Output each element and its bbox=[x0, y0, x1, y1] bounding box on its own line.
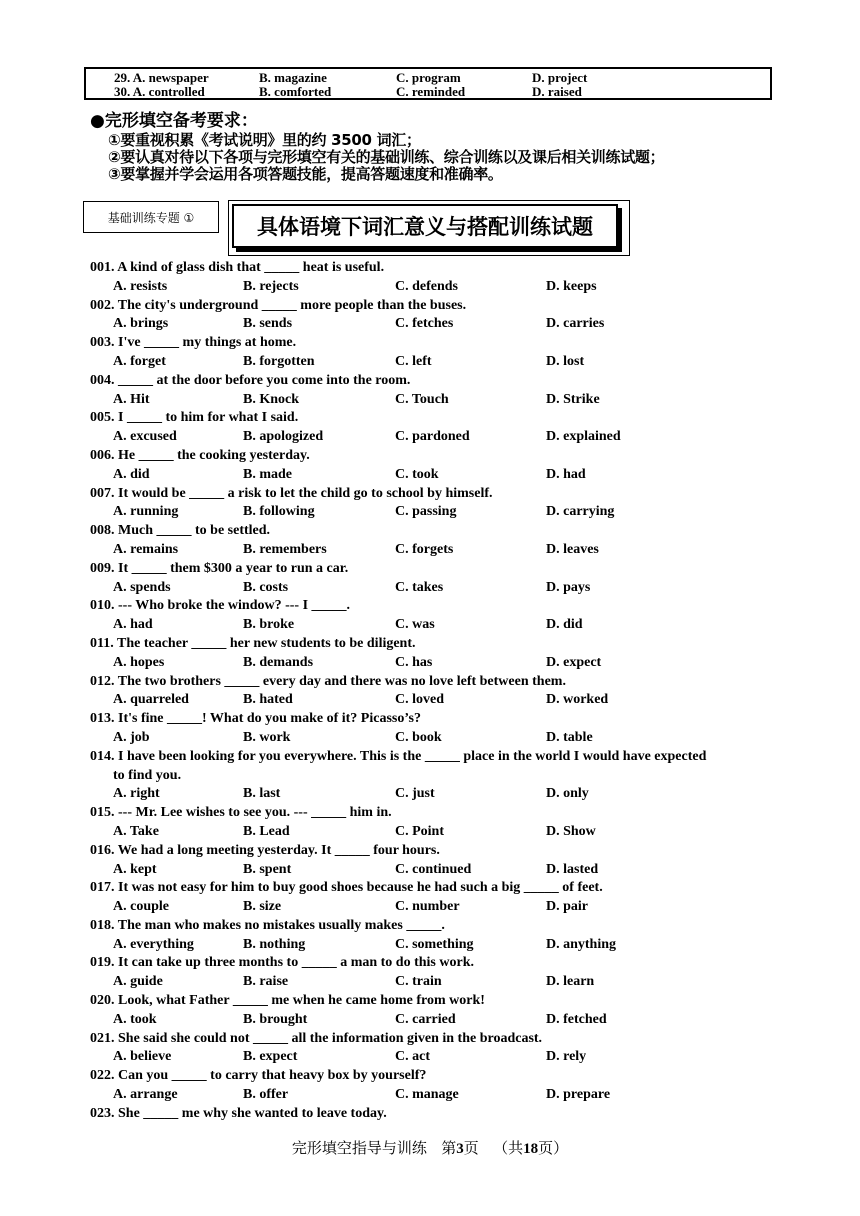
question-stem bbox=[90, 1105, 790, 1124]
question-stem bbox=[90, 879, 790, 898]
option-a: A. hopes bbox=[113, 654, 165, 670]
option-a: 30. A. controlled bbox=[114, 84, 205, 99]
option-row bbox=[90, 466, 790, 485]
option-row bbox=[90, 541, 790, 560]
question-stem bbox=[90, 485, 790, 504]
total-prefix: （共 bbox=[493, 1139, 524, 1157]
option-b: B. size bbox=[243, 899, 282, 915]
option-a: A. couple bbox=[113, 899, 169, 915]
footer-title: 完形填空指导与训练 bbox=[291, 1139, 427, 1157]
question-stem bbox=[90, 334, 790, 353]
option-row bbox=[90, 391, 790, 410]
option-a: A. Hit bbox=[113, 391, 150, 407]
option-b: B. demands bbox=[243, 654, 314, 670]
section-tag: 基础训练专题 ① bbox=[83, 201, 219, 233]
option-d: D. pays bbox=[546, 579, 591, 595]
question-text: 019. It can take up three months to _____ a man to do this work. bbox=[90, 955, 474, 971]
option-b: B. remembers bbox=[243, 541, 327, 557]
question-text: 012. The two brothers _____ every day and there was no love left between them. bbox=[90, 673, 566, 689]
option-d: D. worked bbox=[546, 692, 609, 708]
option-d: D. anything bbox=[546, 936, 617, 952]
option-a: A. did bbox=[113, 466, 150, 482]
option-b: B. work bbox=[243, 729, 291, 745]
option-row bbox=[90, 579, 790, 598]
question-stem bbox=[90, 297, 790, 316]
option-a: 29. A. newspaper bbox=[114, 70, 209, 85]
option-b: B. comforted bbox=[259, 84, 332, 99]
question-text: 022. Can you _____ to carry that heavy box by yourself? bbox=[90, 1068, 427, 1084]
option-b: B. Knock bbox=[243, 391, 300, 407]
requirement-3: ③要掌握并学会运用各项答题技能，提高答题速度和准确率。 bbox=[108, 165, 503, 183]
option-b: B. spent bbox=[243, 861, 292, 877]
requirements-title: ●完形填空备考要求： bbox=[90, 111, 258, 131]
option-row bbox=[90, 691, 790, 710]
option-b: B. hated bbox=[243, 692, 293, 708]
option-b: B. raise bbox=[243, 974, 289, 990]
question-text: 014. I have been looking for you everywhere. This is the _____ place in the world I would have expected bbox=[90, 748, 707, 764]
option-d: D. Show bbox=[546, 823, 596, 839]
option-a: A. forget bbox=[113, 353, 166, 369]
page-footer bbox=[0, 1137, 860, 1158]
option-a: A. running bbox=[113, 504, 179, 520]
option-a: A. kept bbox=[113, 861, 157, 877]
question-text: 004. _____ at the door before you come into the room. bbox=[90, 372, 411, 388]
option-row bbox=[90, 785, 790, 804]
option-a: A. spends bbox=[113, 579, 171, 595]
option-row bbox=[90, 1048, 790, 1067]
option-row bbox=[90, 1011, 790, 1030]
option-d: D. prepare bbox=[546, 1087, 611, 1103]
option-a: A. job bbox=[113, 729, 150, 745]
option-b: B. nothing bbox=[243, 936, 306, 952]
option-row bbox=[90, 616, 790, 635]
option-c: C. fetches bbox=[395, 316, 454, 332]
option-d: D. Strike bbox=[546, 391, 600, 407]
option-c: C. program bbox=[396, 70, 461, 85]
option-d: D. leaves bbox=[546, 541, 599, 557]
option-c: C. forgets bbox=[395, 541, 454, 557]
question-stem bbox=[90, 522, 790, 541]
option-c: C. number bbox=[395, 899, 460, 915]
question-stem bbox=[90, 917, 790, 936]
option-c: C. act bbox=[395, 1049, 430, 1065]
section-title: 具体语境下词汇意义与搭配训练试题 bbox=[232, 204, 618, 248]
option-a: A. right bbox=[113, 786, 160, 802]
option-d: D. learn bbox=[546, 974, 595, 990]
question-stem bbox=[90, 597, 790, 616]
option-c: C. loved bbox=[395, 692, 444, 708]
option-b: B. brought bbox=[243, 1011, 308, 1027]
question-stem bbox=[90, 804, 790, 823]
question-text: 002. The city's underground _____ more people than the buses. bbox=[90, 297, 467, 313]
option-d: D. pair bbox=[546, 899, 588, 915]
option-d: D. project bbox=[532, 70, 588, 85]
question-stem bbox=[90, 635, 790, 654]
question-text: 011. The teacher _____ her new students to be diligent. bbox=[90, 635, 416, 651]
previous-options-table bbox=[84, 67, 772, 100]
page-number: 3 bbox=[456, 1141, 464, 1157]
option-c: C. was bbox=[395, 617, 435, 633]
question-stem bbox=[90, 748, 790, 786]
option-row bbox=[90, 654, 790, 673]
question-stem bbox=[90, 372, 790, 391]
option-b: B. forgotten bbox=[243, 353, 315, 369]
question-text: 006. He _____ the cooking yesterday. bbox=[90, 447, 310, 463]
option-d: D. keeps bbox=[546, 278, 597, 294]
option-a: A. Take bbox=[113, 823, 159, 839]
question-stem bbox=[90, 1067, 790, 1086]
option-d: D. explained bbox=[546, 429, 621, 445]
question-text-continued: to find you. bbox=[113, 767, 182, 783]
option-a: A. everything bbox=[113, 936, 194, 952]
option-a: A. remains bbox=[113, 541, 179, 557]
option-a: A. arrange bbox=[113, 1087, 178, 1103]
question-text: 009. It _____ them $300 a year to run a car. bbox=[90, 560, 349, 576]
question-text: 001. A kind of glass dish that _____ heat is useful. bbox=[90, 260, 385, 275]
question-stem bbox=[90, 560, 790, 579]
question-text: 018. The man who makes no mistakes usually makes _____. bbox=[90, 917, 445, 933]
option-c: C. continued bbox=[395, 861, 472, 877]
total-pages: 18 bbox=[523, 1141, 539, 1157]
question-stem bbox=[90, 992, 790, 1011]
option-row bbox=[90, 823, 790, 842]
option-a: A. believe bbox=[113, 1049, 172, 1065]
option-c: C. Point bbox=[395, 823, 444, 839]
option-d: D. had bbox=[546, 466, 586, 482]
option-d: D. fetched bbox=[546, 1011, 607, 1027]
option-row bbox=[90, 315, 790, 334]
option-a: A. took bbox=[113, 1011, 157, 1027]
option-a: A. brings bbox=[113, 316, 169, 332]
option-row bbox=[90, 729, 790, 748]
option-c: C. something bbox=[395, 936, 474, 952]
option-b: B. following bbox=[243, 504, 315, 520]
option-row bbox=[90, 861, 790, 880]
option-c: C. reminded bbox=[396, 84, 466, 99]
option-d: D. only bbox=[546, 786, 589, 802]
page-suffix: 页 bbox=[463, 1139, 479, 1157]
option-b: B. sends bbox=[243, 316, 293, 332]
option-c: C. took bbox=[395, 466, 439, 482]
option-d: D. carrying bbox=[546, 504, 615, 520]
question-text: 020. Look, what Father _____ me when he came home from work! bbox=[90, 993, 485, 1009]
option-b: B. Lead bbox=[243, 823, 290, 839]
option-d: D. table bbox=[546, 729, 593, 745]
question-stem bbox=[90, 710, 790, 729]
question-stem bbox=[90, 259, 790, 278]
option-c: C. just bbox=[395, 786, 435, 802]
option-c: C. manage bbox=[395, 1087, 459, 1103]
option-d: D. lasted bbox=[546, 861, 599, 877]
question-text: 010. --- Who broke the window? --- I _____. bbox=[90, 598, 351, 614]
question-text: 016. We had a long meeting yesterday. It _____ four hours. bbox=[90, 842, 440, 858]
option-b: B. offer bbox=[243, 1087, 289, 1103]
option-c: C. train bbox=[395, 974, 442, 990]
option-a: A. guide bbox=[113, 974, 163, 990]
option-c: C. book bbox=[395, 729, 442, 745]
option-d: D. lost bbox=[546, 353, 585, 369]
total-suffix: 页） bbox=[538, 1139, 569, 1157]
option-row bbox=[90, 1086, 790, 1105]
option-row bbox=[90, 898, 790, 917]
option-a: A. had bbox=[113, 617, 153, 633]
option-row bbox=[90, 353, 790, 372]
option-b: B. broke bbox=[243, 617, 295, 633]
option-d: D. rely bbox=[546, 1049, 587, 1065]
option-c: C. passing bbox=[395, 504, 457, 520]
option-c: C. Touch bbox=[395, 391, 449, 407]
requirement-2: ②要认真对待以下各项与完形填空有关的基础训练、综合训练以及课后相关训练试题； bbox=[108, 148, 665, 166]
option-row bbox=[90, 936, 790, 955]
option-row bbox=[90, 503, 790, 522]
option-d: D. carries bbox=[546, 316, 605, 332]
question-stem bbox=[90, 447, 790, 466]
question-text: 017. It was not easy for him to buy good shoes because he had such a big _____ of feet. bbox=[90, 880, 603, 896]
requirement-1: ①要重视积累《考试说明》里的约 3500 词汇； bbox=[108, 131, 421, 149]
option-a: A. resists bbox=[113, 278, 168, 294]
question-text: 013. It's fine _____! What do you make of it? Picasso’s? bbox=[90, 711, 421, 727]
question-text: 003. I've _____ my things at home. bbox=[90, 335, 297, 351]
question-text: 023. She _____ me why she wanted to leave today. bbox=[90, 1105, 387, 1121]
option-c: C. carried bbox=[395, 1011, 456, 1027]
question-stem bbox=[90, 409, 790, 428]
question-stem bbox=[90, 673, 790, 692]
option-b: B. apologized bbox=[243, 429, 324, 445]
option-c: C. has bbox=[395, 654, 433, 670]
question-stem bbox=[90, 1030, 790, 1049]
option-d: D. raised bbox=[532, 84, 582, 99]
option-a: A. quarreled bbox=[113, 692, 189, 708]
option-row bbox=[90, 428, 790, 447]
option-c: C. takes bbox=[395, 579, 444, 595]
option-d: D. did bbox=[546, 617, 583, 633]
option-c: C. left bbox=[395, 353, 432, 369]
question-text: 005. I _____ to him for what I said. bbox=[90, 410, 299, 426]
page-prefix: 第 bbox=[441, 1139, 457, 1157]
question-list bbox=[90, 259, 790, 1124]
option-c: C. defends bbox=[395, 278, 459, 294]
option-b: B. expect bbox=[243, 1049, 298, 1065]
question-stem bbox=[90, 954, 790, 973]
question-text: 007. It would be _____ a risk to let the child go to school by himself. bbox=[90, 485, 493, 501]
option-b: B. costs bbox=[243, 579, 289, 595]
question-text: 008. Much _____ to be settled. bbox=[90, 523, 271, 539]
question-text: 015. --- Mr. Lee wishes to see you. --- _____ him in. bbox=[90, 805, 392, 821]
option-c: C. pardoned bbox=[395, 429, 470, 445]
option-b: B. rejects bbox=[243, 278, 299, 294]
option-b: B. last bbox=[243, 786, 281, 802]
option-b: B. made bbox=[243, 466, 292, 482]
question-text: 021. She said she could not _____ all the information given in the broadcast. bbox=[90, 1030, 543, 1046]
option-row bbox=[90, 973, 790, 992]
question-stem bbox=[90, 842, 790, 861]
exam-requirements bbox=[90, 110, 664, 183]
option-d: D. expect bbox=[546, 654, 602, 670]
option-b: B. magazine bbox=[259, 70, 327, 85]
option-a: A. excused bbox=[113, 429, 177, 445]
option-row bbox=[90, 278, 790, 297]
